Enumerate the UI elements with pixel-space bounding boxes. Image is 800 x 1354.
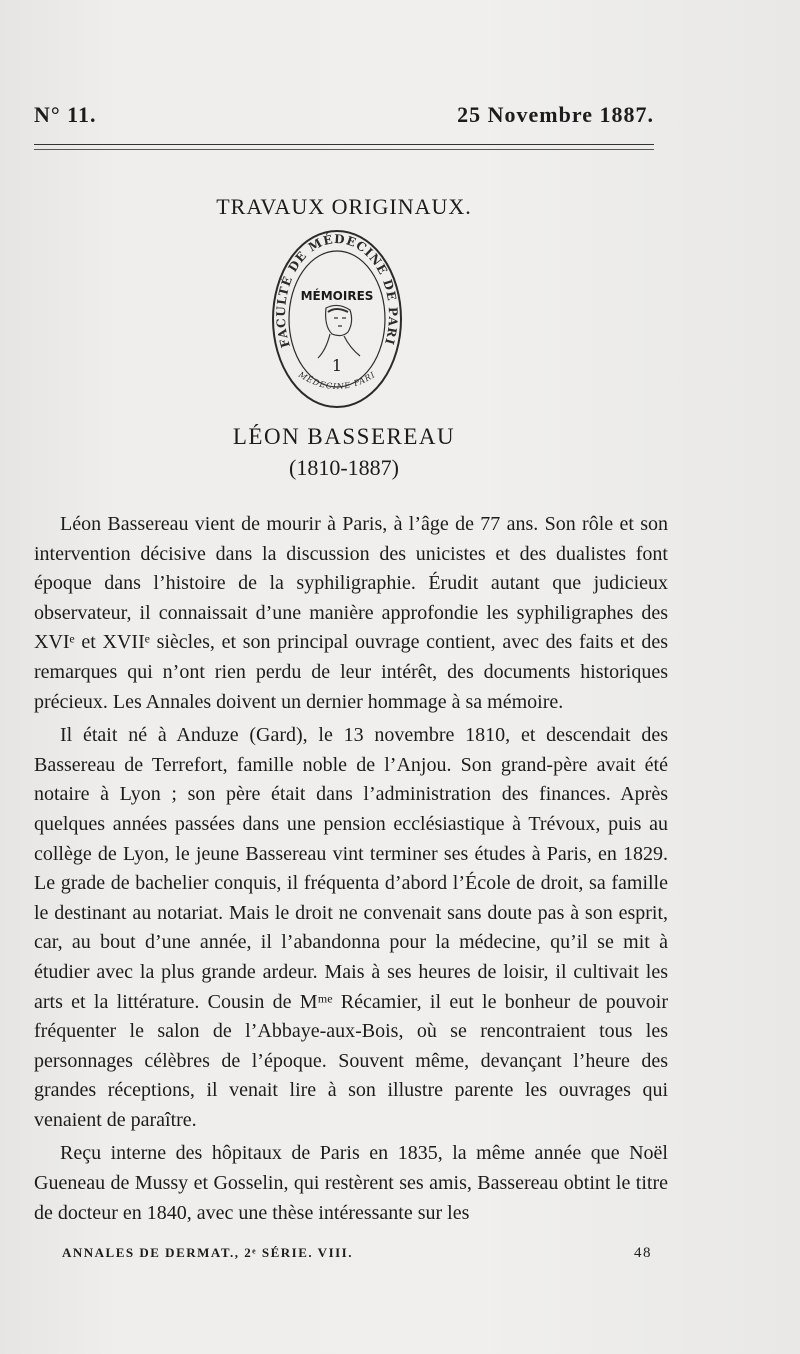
paragraph-1: Léon Bassereau vient de mourir à Paris, à l’âge de 77 ans. Son rôle et son intervention décisive dans la discussion des unicistes et des dualistes font époque dans l’histoire de la syphiligraphie. Érudit autant que judicieux observateur, il connaissait d’une manière approfondie les syphiligraphes des XVIᵉ et XVIIᵉ siècles, et son principal ouvrage contient, avec des faits et des remarques qui n’ont rien perdu de leur intérêt, des documents historiques précieux. Les Annales doivent un dernier hommage à sa mémoire. — [34, 513, 668, 713]
stamp-bottom-text: MÉDECINE PARI — [296, 370, 378, 392]
article-years: (1810-1887) — [289, 455, 399, 480]
stamp-portrait-icon — [318, 305, 360, 358]
paragraph-2: Il était né à Anduze (Gard), le 13 novembre 1810, et descendait des Bassereau de Terrefort, famille noble de l’Anjou. Son grand-père avait été notaire à Lyon ; son père était dans l’administration des finances. Après quelques années passées dans une pension ecclésiastique à Trévoux, puis au collège de Lyon, le jeune Bassereau vint terminer ses études à Paris, en 1829. Le grade de bachelier conquis, il fréquenta d’abord l’École de droit, sa famille le destinant au notariat. Mais le droit ne convenait sans doute pas à son esprit, car, au bout d’une année, il l’abandonna pour la médecine, qu’il se mit à étudier avec la plus grande ardeur. Mais à ses heures de loisir, il cultivait les arts et la littérature. Cousin de Mᵐᵉ Récamier, il eut le bonheur de pouvoir fréquenter le salon de l’Abbaye-aux-Bois, où se rencontraient tous les personnages célèbres de l’époque. Souvent même, devançant l’heure des grandes réceptions, il venait lire à son illustre parente les ouvrages qui venaient de paraître. — [34, 724, 668, 1131]
article-author: LÉON BASSEREAU — [232, 424, 456, 449]
article-body — [34, 510, 668, 1232]
page-number: 48 — [634, 1245, 652, 1261]
stamp-arc-text: FACULTÉ DE MÉDECINE DE PARI — [273, 231, 401, 350]
header-rule-top — [34, 144, 654, 145]
issue-number: N° 11. — [34, 102, 97, 127]
library-stamp — [268, 226, 406, 412]
issue-date: 25 Novembre 1887. — [457, 102, 654, 127]
header-rule-bottom — [34, 149, 654, 150]
journal-citation: ANNALES DE DERMAT., 2ᵉ SÉRIE. VIII. — [62, 1245, 353, 1260]
stamp-seal-icon — [268, 226, 406, 412]
svg-text:1: 1 — [331, 356, 343, 375]
stamp-label: MÉMOIRES — [300, 289, 374, 303]
paragraph-3: Reçu interne des hôpitaux de Paris en 1835, la même année que Noël Gueneau de Mussy et Gosselin, qui restèrent ses amis, Bassereau obtint le titre de docteur en 1840, avec une thèse intéressante sur les — [34, 1142, 668, 1224]
section-title: TRAVAUX ORIGINAUX. — [216, 194, 472, 219]
